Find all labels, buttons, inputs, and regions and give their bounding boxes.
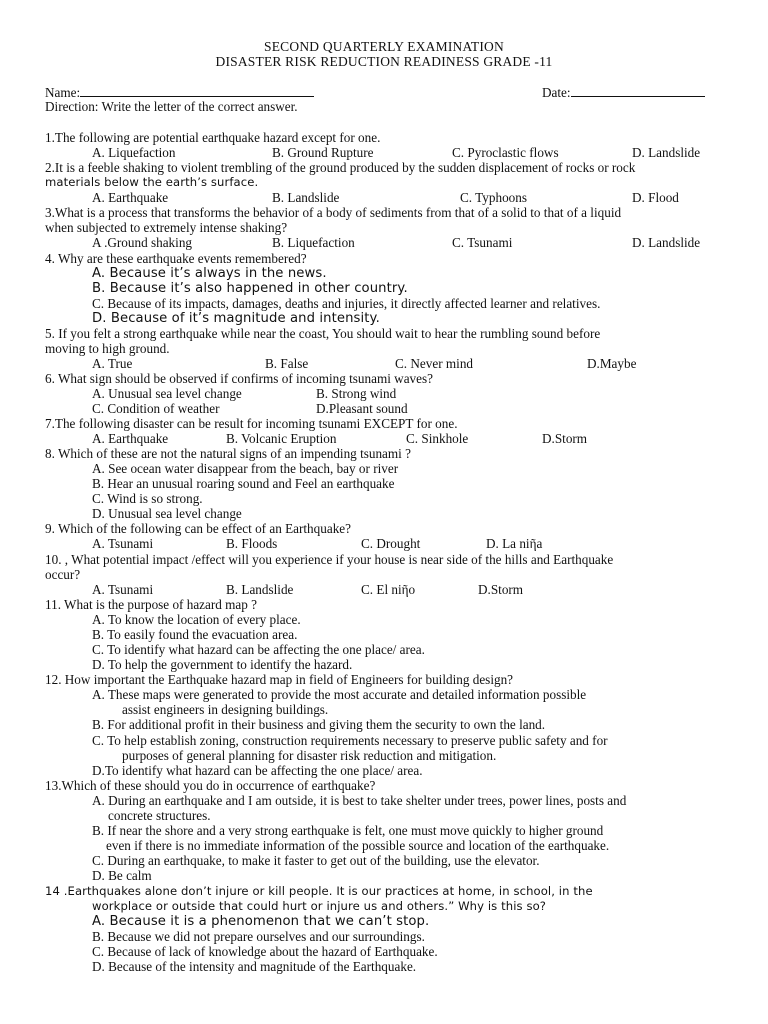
q9-option-b[interactable]: B. Floods [226, 536, 278, 551]
name-label: Name: [45, 85, 81, 100]
question-2-stem-line1: 2.It is a feeble shaking to violent trembling of the ground produced by the sudden displacement of rocks or rock [45, 160, 636, 175]
q13-option-c[interactable]: C. During an earthquake, to make it faster to get out of the building, use the elevator. [92, 853, 540, 868]
q3-option-c[interactable]: C. Tsunami [452, 235, 513, 250]
date-field[interactable] [542, 84, 705, 100]
q5-option-b[interactable]: B. False [265, 356, 309, 371]
q11-option-b[interactable]: B. To easily found the evacuation area. [92, 627, 298, 642]
question-11-stem: 11. What is the purpose of hazard map ? [45, 597, 258, 612]
question-6-stem: 6. What sign should be observed if confirms of incoming tsunami waves? [45, 371, 433, 386]
q2-option-c[interactable]: C. Typhoons [460, 190, 527, 205]
q7-option-d[interactable]: D.Storm [542, 431, 588, 446]
q6-option-b[interactable]: B. Strong wind [316, 386, 397, 401]
q8-option-b[interactable]: B. Hear an unusual roaring sound and Feel an earthquake [92, 476, 395, 491]
q1-option-c[interactable]: C. Pyroclastic flows [452, 145, 559, 160]
question-13-stem: 13.Which of these should you do in occurrence of earthquake? [45, 778, 376, 793]
q5-option-a[interactable]: A. True [92, 356, 133, 371]
name-blank[interactable] [80, 84, 314, 97]
question-14-stem-line1: 14 .Earthquakes alone don’t injure or kill people. It is our practices at home, in school, in the [45, 884, 593, 898]
q4-option-a[interactable]: A. Because it’s always in the news. [92, 266, 327, 281]
q14-option-d[interactable]: D. Because of the intensity and magnitude of the Earthquake. [92, 959, 417, 974]
q7-option-a[interactable]: A. Earthquake [92, 431, 169, 446]
q9-option-c[interactable]: C. Drought [361, 536, 421, 551]
q6-option-a[interactable]: A. Unusual sea level change [92, 386, 242, 401]
q13-option-d[interactable]: D. Be calm [92, 868, 152, 883]
q11-option-d[interactable]: D. To help the government to identify the hazard. [92, 657, 353, 672]
q1-option-b[interactable]: B. Ground Rupture [272, 145, 374, 160]
q7-option-b[interactable]: B. Volcanic Eruption [226, 431, 337, 446]
question-14-stem-line2: workplace or outside that could hurt or injure us and others.” Why is this so? [92, 899, 547, 913]
q1-option-d[interactable]: D. Landslide [632, 145, 701, 160]
date-label: Date: [542, 85, 571, 100]
q4-option-b[interactable]: B. Because it’s also happened in other country. [92, 281, 408, 296]
q13-option-a-cont: concrete structures. [108, 808, 211, 823]
question-8-stem: 8. Which of these are not the natural signs of an impending tsunami ? [45, 446, 411, 461]
direction-text: Direction: Write the letter of the correct answer. [45, 99, 298, 114]
q14-option-c[interactable]: C. Because of lack of knowledge about the hazard of Earthquake. [92, 944, 438, 959]
q9-option-a[interactable]: A. Tsunami [92, 536, 154, 551]
q2-option-b[interactable]: B. Landslide [272, 190, 340, 205]
q5-option-c[interactable]: C. Never mind [395, 356, 474, 371]
q14-option-a[interactable]: A. Because it is a phenomenon that we can’t stop. [92, 914, 430, 929]
q8-option-a[interactable]: A. See ocean water disappear from the beach, bay or river [92, 461, 399, 476]
question-1-stem: 1.The following are potential earthquake hazard except for one. [45, 130, 381, 145]
q12-option-a[interactable]: A. These maps were generated to provide the most accurate and detailed information possible [92, 687, 587, 702]
question-2-stem-line2: materials below the earth’s surface. [45, 175, 259, 189]
question-9-stem: 9. Which of the following can be effect of an Earthquake? [45, 521, 351, 536]
q9-option-d[interactable]: D. La niῆa [486, 536, 543, 551]
question-10-stem-line2: occur? [45, 567, 81, 582]
q6-option-d[interactable]: D.Pleasant sound [316, 401, 408, 416]
q13-option-b-cont: even if there is no immediate information of the possible source and location of the earthquake. [106, 838, 610, 853]
q6-option-c[interactable]: C. Condition of weather [92, 401, 220, 416]
q1-option-a[interactable]: A. Liquefaction [92, 145, 176, 160]
question-3-stem-line2: when subjected to extremely intense shaking? [45, 220, 288, 235]
q2-option-a[interactable]: A. Earthquake [92, 190, 169, 205]
q11-option-a[interactable]: A. To know the location of every place. [92, 612, 301, 627]
q13-option-b[interactable]: B. If near the shore and a very strong earthquake is felt, one must move quickly to higher ground [92, 823, 604, 838]
q3-option-a[interactable]: A .Ground shaking [92, 235, 193, 250]
q10-option-b[interactable]: B. Landslide [226, 582, 294, 597]
question-5-stem-line1: 5. If you felt a strong earthquake while near the coast, You should wait to hear the rumbling sound before [45, 326, 601, 341]
question-10-stem-line1: 10. , What potential impact /effect will you experience if your house is near side of the hills and Earthquake [45, 552, 614, 567]
exam-subtitle: DISASTER RISK REDUCTION READINESS GRADE -11 [215, 54, 553, 69]
q8-option-c[interactable]: C. Wind is so strong. [92, 491, 203, 506]
q11-option-c[interactable]: C. To identify what hazard can be affecting the one place/ area. [92, 642, 425, 657]
q10-option-a[interactable]: A. Tsunami [92, 582, 154, 597]
q12-option-d[interactable]: D.To identify what hazard can be affecting the one place/ area. [92, 763, 423, 778]
q5-option-d[interactable]: D.Maybe [587, 356, 637, 371]
q10-option-c[interactable]: C. El niῆo [361, 582, 416, 597]
q12-option-b[interactable]: B. For additional profit in their business and giving them the security to own the land. [92, 717, 546, 732]
name-field[interactable] [45, 84, 314, 100]
q4-option-d[interactable]: D. Because of it’s magnitude and intensity. [92, 311, 380, 326]
q10-option-d[interactable]: D.Storm [478, 582, 524, 597]
q12-option-c-cont: purposes of general planning for disaster risk reduction and mitigation. [122, 748, 497, 763]
q4-option-c[interactable]: C. Because of its impacts, damages, deaths and injuries, it directly affected learner and relatives. [92, 296, 601, 311]
question-7-stem: 7.The following disaster can be result for incoming tsunami EXCEPT for one. [45, 416, 458, 431]
question-5-stem-line2: moving to high ground. [45, 341, 170, 356]
date-blank[interactable] [571, 84, 705, 97]
question-12-stem: 12. How important the Earthquake hazard map in field of Engineers for building design? [45, 672, 514, 687]
q2-option-d[interactable]: D. Flood [632, 190, 679, 205]
q3-option-d[interactable]: D. Landslide [632, 235, 701, 250]
question-3-stem-line1: 3.What is a process that transforms the behavior of a body of sediments from that of a solid to that of a liquid [45, 205, 622, 220]
q14-option-b[interactable]: B. Because we did not prepare ourselves and our surroundings. [92, 929, 425, 944]
q7-option-c[interactable]: C. Sinkhole [406, 431, 469, 446]
exam-title: SECOND QUARTERLY EXAMINATION [264, 39, 504, 54]
q8-option-d[interactable]: D. Unusual sea level change [92, 506, 242, 521]
q13-option-a[interactable]: A. During an earthquake and I am outside, it is best to take shelter under trees, power lines, posts and [92, 793, 627, 808]
q12-option-a-cont: assist engineers in designing buildings. [122, 702, 329, 717]
question-4-stem: 4. Why are these earthquake events remembered? [45, 251, 307, 266]
q3-option-b[interactable]: B. Liquefaction [272, 235, 355, 250]
q12-option-c[interactable]: C. To help establish zoning, construction requirements necessary to preserve public safety and for [92, 733, 608, 748]
